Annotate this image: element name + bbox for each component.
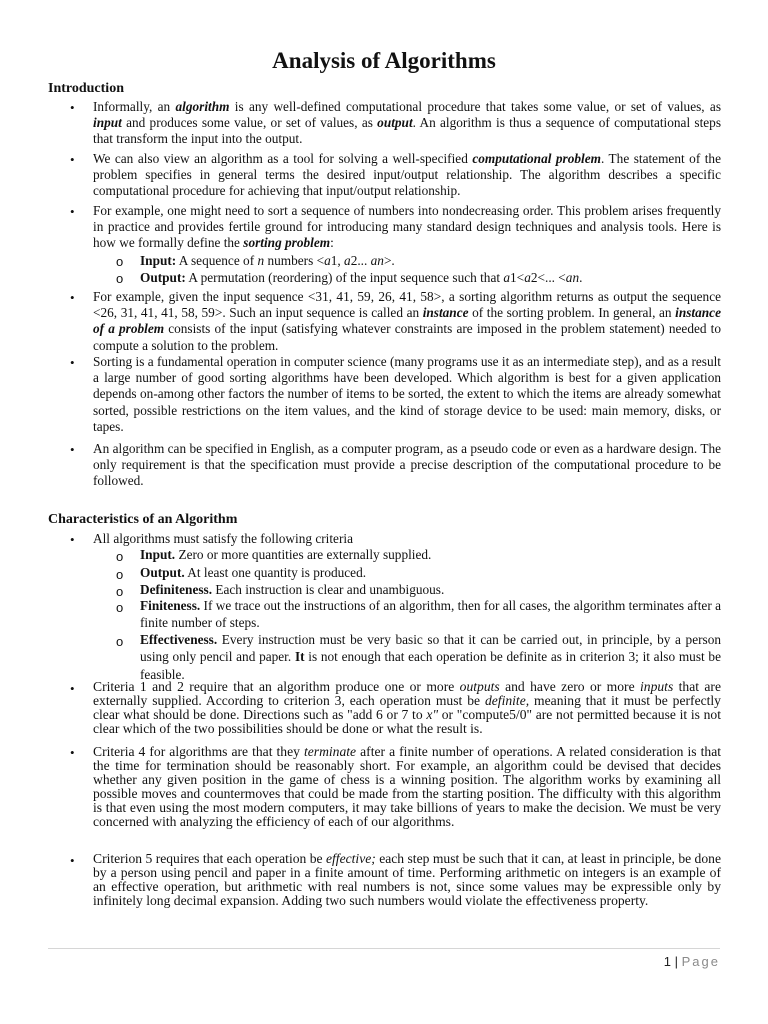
criterion-definiteness: Definiteness. Each instruction is clear and unambiguous. <box>140 582 445 597</box>
sorting-input-definition: Input: A sequence of n numbers <a1, a2... an>. <box>140 253 395 268</box>
bullet-icon: • <box>70 532 75 547</box>
criterion-input: Input. Zero or more quantities are externally supplied. <box>140 547 432 562</box>
intro-paragraph: For example, given the input sequence <31, 41, 59, 26, 41, 58>, a sorting algorithm returns as output the sequence <26, 31, 41, 41, 58, 59>. Such an input sequence is called an instance of the sorting problem. In general, an instance of a problem consists of the input (satisfying whatever constraints are imposed in the problem statement) needed to compute a solution to the problem. <box>93 289 722 353</box>
characteristics-lead: All algorithms must satisfy the following criteria <box>93 531 353 546</box>
intro-paragraph: We can also view an algorithm as a tool for solving a well-specified computational problem. The statement of the problem specifies in general terms the desired input/output relationship. The algorithm describes a specific computational procedure for achieving that input/output relationship. <box>93 151 721 199</box>
sub-bullet-icon: o <box>116 549 124 564</box>
bullet-icon: • <box>70 745 75 760</box>
bullet-icon: • <box>70 100 75 115</box>
intro-paragraph: For example, one might need to sort a sequence of numbers into nondecreasing order. This problem arises frequently in practice and provides fertile ground for introducing many standard design techniques and analysis tools. Here is how we formally define the sorting problem: <box>93 203 721 251</box>
criterion-finiteness: Finiteness. If we trace out the instructions of an algorithm, then for all cases, the algorithm terminates after a finite number of steps. <box>140 598 721 631</box>
criterion-effectiveness: Effectiveness. Every instruction must be very basic so that it can be carried out, in principle, by a person using only pencil and paper. It is not enough that each operation be definite as in criterion 3; it also must be feasible. <box>140 632 721 682</box>
intro-paragraph: Sorting is a fundamental operation in computer science (many programs use it as an intermediate step), and as a result a large number of good sorting algorithms have been developed. Which algorithm is best for a given application depends on-among other factors the number of items to be sorted, the extent to which the items are already somewhat sorted, possible restrictions on the item values, and the kind of storage device to be used: main memory, disks, or tapes. <box>93 354 721 434</box>
sub-bullet-icon: o <box>116 584 124 599</box>
criterion-output: Output. At least one quantity is produced. <box>140 565 367 580</box>
bullet-icon: • <box>70 355 75 370</box>
bullet-icon: • <box>70 152 75 167</box>
bullet-icon: • <box>70 853 75 868</box>
criteria-note-4: Criteria 4 for algorithms are that they terminate after a finite number of operations. A related consideration is that the time for termination should be reasonably short. For example, an algorithm could be devised that decides whether any given position in the game of chess is a winning position. The algorithm works by examining all possible moves and countermoves that could be made from the starting position. The difficulty with this algorithm is that even using the most modern computers, it may take billions of years to make the decision. We must be very concerned with analyzing the efficiency of each of our algorithms. <box>93 744 722 830</box>
criteria-note-1-2-3: Criteria 1 and 2 require that an algorithm produce one or more outputs and have zero or more inputs that are externally supplied. According to criterion 3, each operation must be definite, meaning that it must be perfectly clear what should be done. Directions such as "add 6 or 7 to x" or "compute5/0" are not permitted because it is not clear which of the two possibilities should be done or what the result is. <box>93 679 721 737</box>
bullet-icon: • <box>70 204 75 219</box>
bullet-icon: • <box>70 290 75 305</box>
sub-bullet-icon: o <box>116 254 124 269</box>
page-number: 1 <box>663 954 671 969</box>
page-footer <box>664 954 720 970</box>
sub-bullet-icon: o <box>116 271 124 286</box>
page-title: Analysis of Algorithms <box>272 48 496 73</box>
section-heading-introduction: Introduction <box>48 81 124 96</box>
section-heading-characteristics: Characteristics of an Algorithm <box>48 512 238 527</box>
footer-divider <box>48 948 720 949</box>
bullet-icon: • <box>70 681 75 696</box>
criteria-note-5: Criterion 5 requires that each operation be effective; each step must be such that it can, at least in principle, be done by a person using pencil and paper in a finite amount of time. Performing arithmetic on integers is an example of an effective operation, but arithmetic with real numbers is not, since some values may be expressible only by infinitely long decimal expansion. Adding two such numbers would violate the effectiveness property. <box>93 851 721 909</box>
sub-bullet-icon: o <box>116 634 124 649</box>
bullet-icon: • <box>70 442 75 457</box>
intro-paragraph: An algorithm can be specified in English, as a computer program, as a pseudo code or even as a hardware design. The only requirement is that the specification must provide a precise description of the computational procedure to be followed. <box>93 441 721 489</box>
page-label: Page <box>681 954 720 969</box>
sub-bullet-icon: o <box>116 567 124 582</box>
footer-separator: | <box>674 954 678 969</box>
intro-paragraph: Informally, an algorithm is any well-defined computational procedure that takes some value, or set of values, as input and produces some value, or set of values, as output. An algorithm is thus a sequence of computational steps that transform the input into the output. <box>93 99 721 147</box>
sorting-output-definition: Output: A permutation (reordering) of the input sequence such that a1<a2<... <an. <box>140 270 583 285</box>
sub-bullet-icon: o <box>116 600 124 615</box>
